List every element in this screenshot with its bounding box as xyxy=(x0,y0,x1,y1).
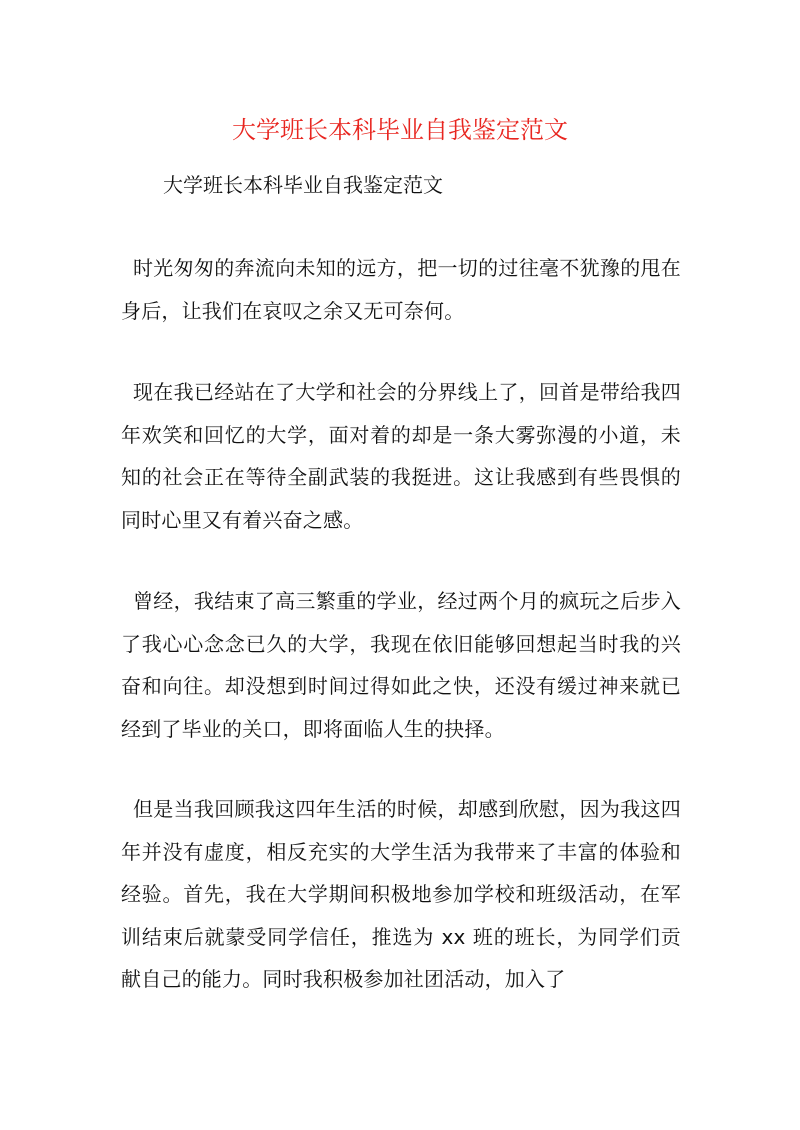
document-title: 大学班长本科毕业自我鉴定范文 xyxy=(232,116,568,144)
paragraph-2: 现在我已经站在了大学和社会的分界线上了，回首是带给我四年欢笑和回忆的大学，面对着的却是一条大雾弥漫的小道，未知的社会正在等待全副武装的我挺进。这让我感到有些畏惧的同时心里又有着兴奋之感。 xyxy=(121,380,681,532)
paragraph-1: 时光匆匆的奔流向未知的远方，把一切的过往毫不犹豫的甩在身后，让我们在哀叹之余又无可奈何。 xyxy=(121,256,681,323)
paragraph-3: 曾经，我结束了高三繁重的学业，经过两个月的疯玩之后步入了我心心念念已久的大学，我现在依旧能够回想起当时我的兴奋和向往。却没想到时间过得如此之快，还没有缓过神来就已经到了毕业的关口，即将面临人生的抉择。 xyxy=(121,589,681,741)
paragraph-4: 但是当我回顾我这四年生活的时候，却感到欣慰，因为我这四年并没有虚度，相反充实的大学生活为我带来了丰富的体验和经验。首先，我在大学期间积极地参加学校和班级活动，在军训结束后就蒙受同学信任，推选为 xx 班的班长，为同学们贡献自己的能力。同时我积极参加社团活动，加入了 xyxy=(121,797,681,991)
document-subtitle: 大学班长本科毕业自我鉴定范文 xyxy=(163,173,443,197)
